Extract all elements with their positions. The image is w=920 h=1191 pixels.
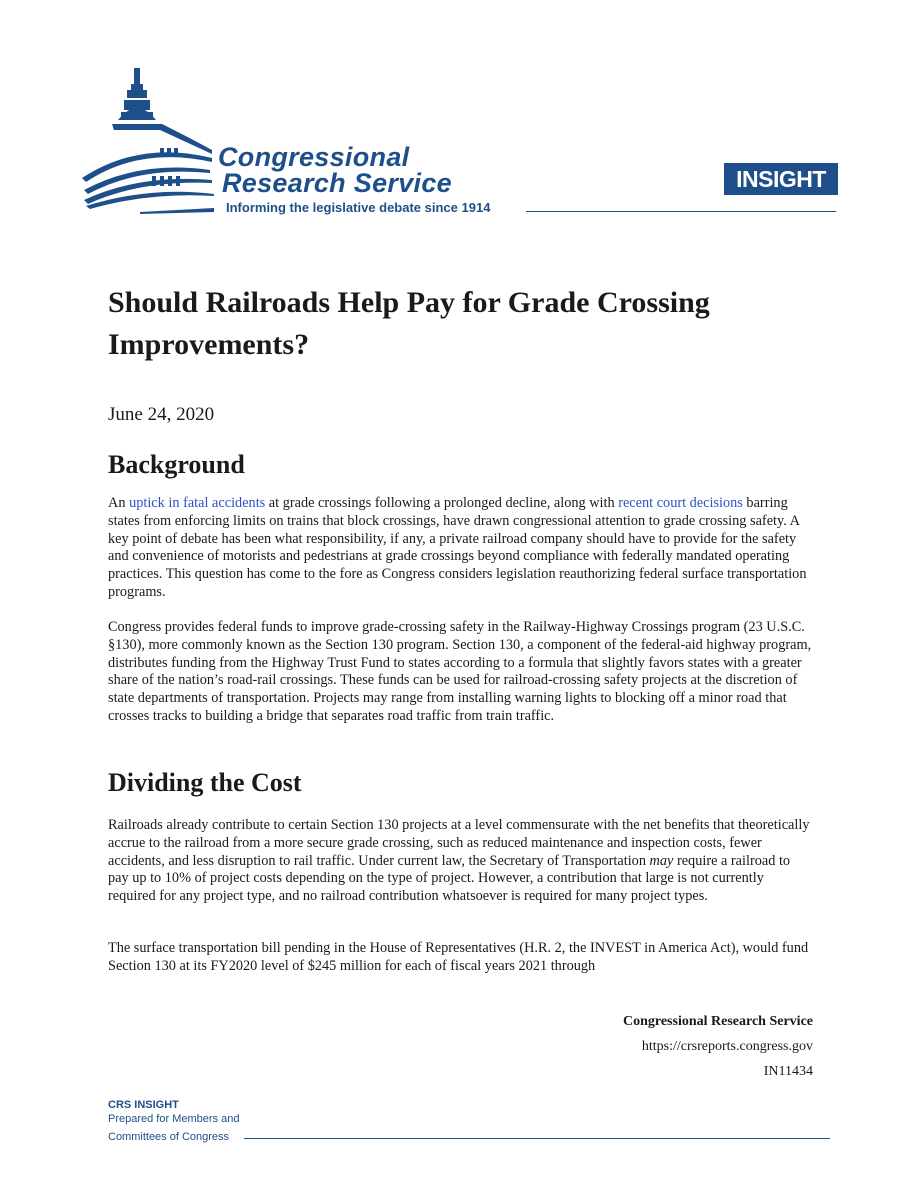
paragraph-dividing-2: The surface transportation bill pending in the House of Representatives (H.R. 2, the INVEST in America Act), would fund Section 130 at its FY2020 level of $245 million for each of fiscal years 2021 through bbox=[108, 940, 809, 974]
section-heading-dividing-cost: Dividing the Cost bbox=[108, 768, 302, 797]
section-heading-background: Background bbox=[108, 450, 245, 479]
recent-court-decisions-link[interactable]: recent court decisions bbox=[618, 495, 743, 511]
footer-divider bbox=[244, 1138, 830, 1139]
paragraph-background-1 bbox=[108, 495, 813, 602]
tagline-divider bbox=[526, 211, 836, 212]
publication-date: June 24, 2020 bbox=[108, 404, 215, 425]
report-id: IN11434 bbox=[763, 1064, 813, 1079]
text-run: barring states from enforcing limits on trains that block crossings, have drawn congressional attention to grade crossing safety. A key point of debate has been what responsibility, if any, a private railroad company should have to provide for the safety and convenience of motorists and pedestrians at grade crossings beyond compliance with federally mandated operating practices. This question has come to the fore as Congress considers legislation reauthorizing federal surface transportation programs. bbox=[108, 495, 807, 600]
footer-org: Congressional Research Service bbox=[622, 1014, 813, 1029]
prepared-for-line2: Committees of Congress bbox=[108, 1131, 230, 1143]
text-run: require a railroad to pay up to 10% of project costs depending on the type of project. However, a contribution that large is not currently required for any project type, and no railroad contribution whatsoever is required for many project types. bbox=[108, 852, 791, 905]
crs-insight-label: CRS INSIGHT bbox=[108, 1099, 179, 1111]
page-title: Should Railroads Help Pay for Grade Crossing Improvements? bbox=[108, 286, 710, 361]
masthead bbox=[0, 0, 920, 230]
footer-url-link[interactable]: https://crsreports.congress.gov bbox=[641, 1039, 813, 1054]
text-run: An bbox=[108, 495, 130, 511]
paragraph-background-2: Congress provides federal funds to improve grade-crossing safety in the Railway-Highway Crossings program (23 U.S.C. §130), more commonly known as the Section 130 program. Section 130, a component of the federal-aid highway program, distributes funding from the Highway Trust Fund to states according to a formula that slightly favors states with a greater share of the nation’s road-rail crossings. These funds can be used for railroad-crossing safety projects at the discretion of state departments of transportation. Projects may range from installing warning lights to blocking off a minor road that crosses tracks to building a bridge that separates road traffic from train traffic. bbox=[108, 619, 812, 724]
emphasis-may: may bbox=[649, 852, 674, 869]
tagline: Informing the legislative debate since 1914 bbox=[226, 200, 491, 215]
uptick-fatal-accidents-link[interactable]: uptick in fatal accidents bbox=[129, 495, 266, 511]
paragraph-dividing-1 bbox=[108, 817, 813, 906]
org-name-line1: Congressional bbox=[218, 142, 410, 172]
text-run: Railroads already contribute to certain Section 130 projects at a level commensurate with the net benefits that theoretically accrue to the railroad from a more secure grade crossing, such as reduced maintenance and inspection costs, fewer accidents, and less disruption to rail traffic. Under current law, the Secretary of Transportation bbox=[108, 817, 810, 869]
org-name-line2: Research Service bbox=[222, 168, 452, 198]
insight-badge: INSIGHT bbox=[724, 163, 838, 195]
text-run: at grade crossings following a prolonged decline, along with bbox=[265, 495, 619, 511]
prepared-for-line1: Prepared for Members and bbox=[108, 1113, 240, 1125]
capitol-dome-icon bbox=[0, 0, 230, 230]
